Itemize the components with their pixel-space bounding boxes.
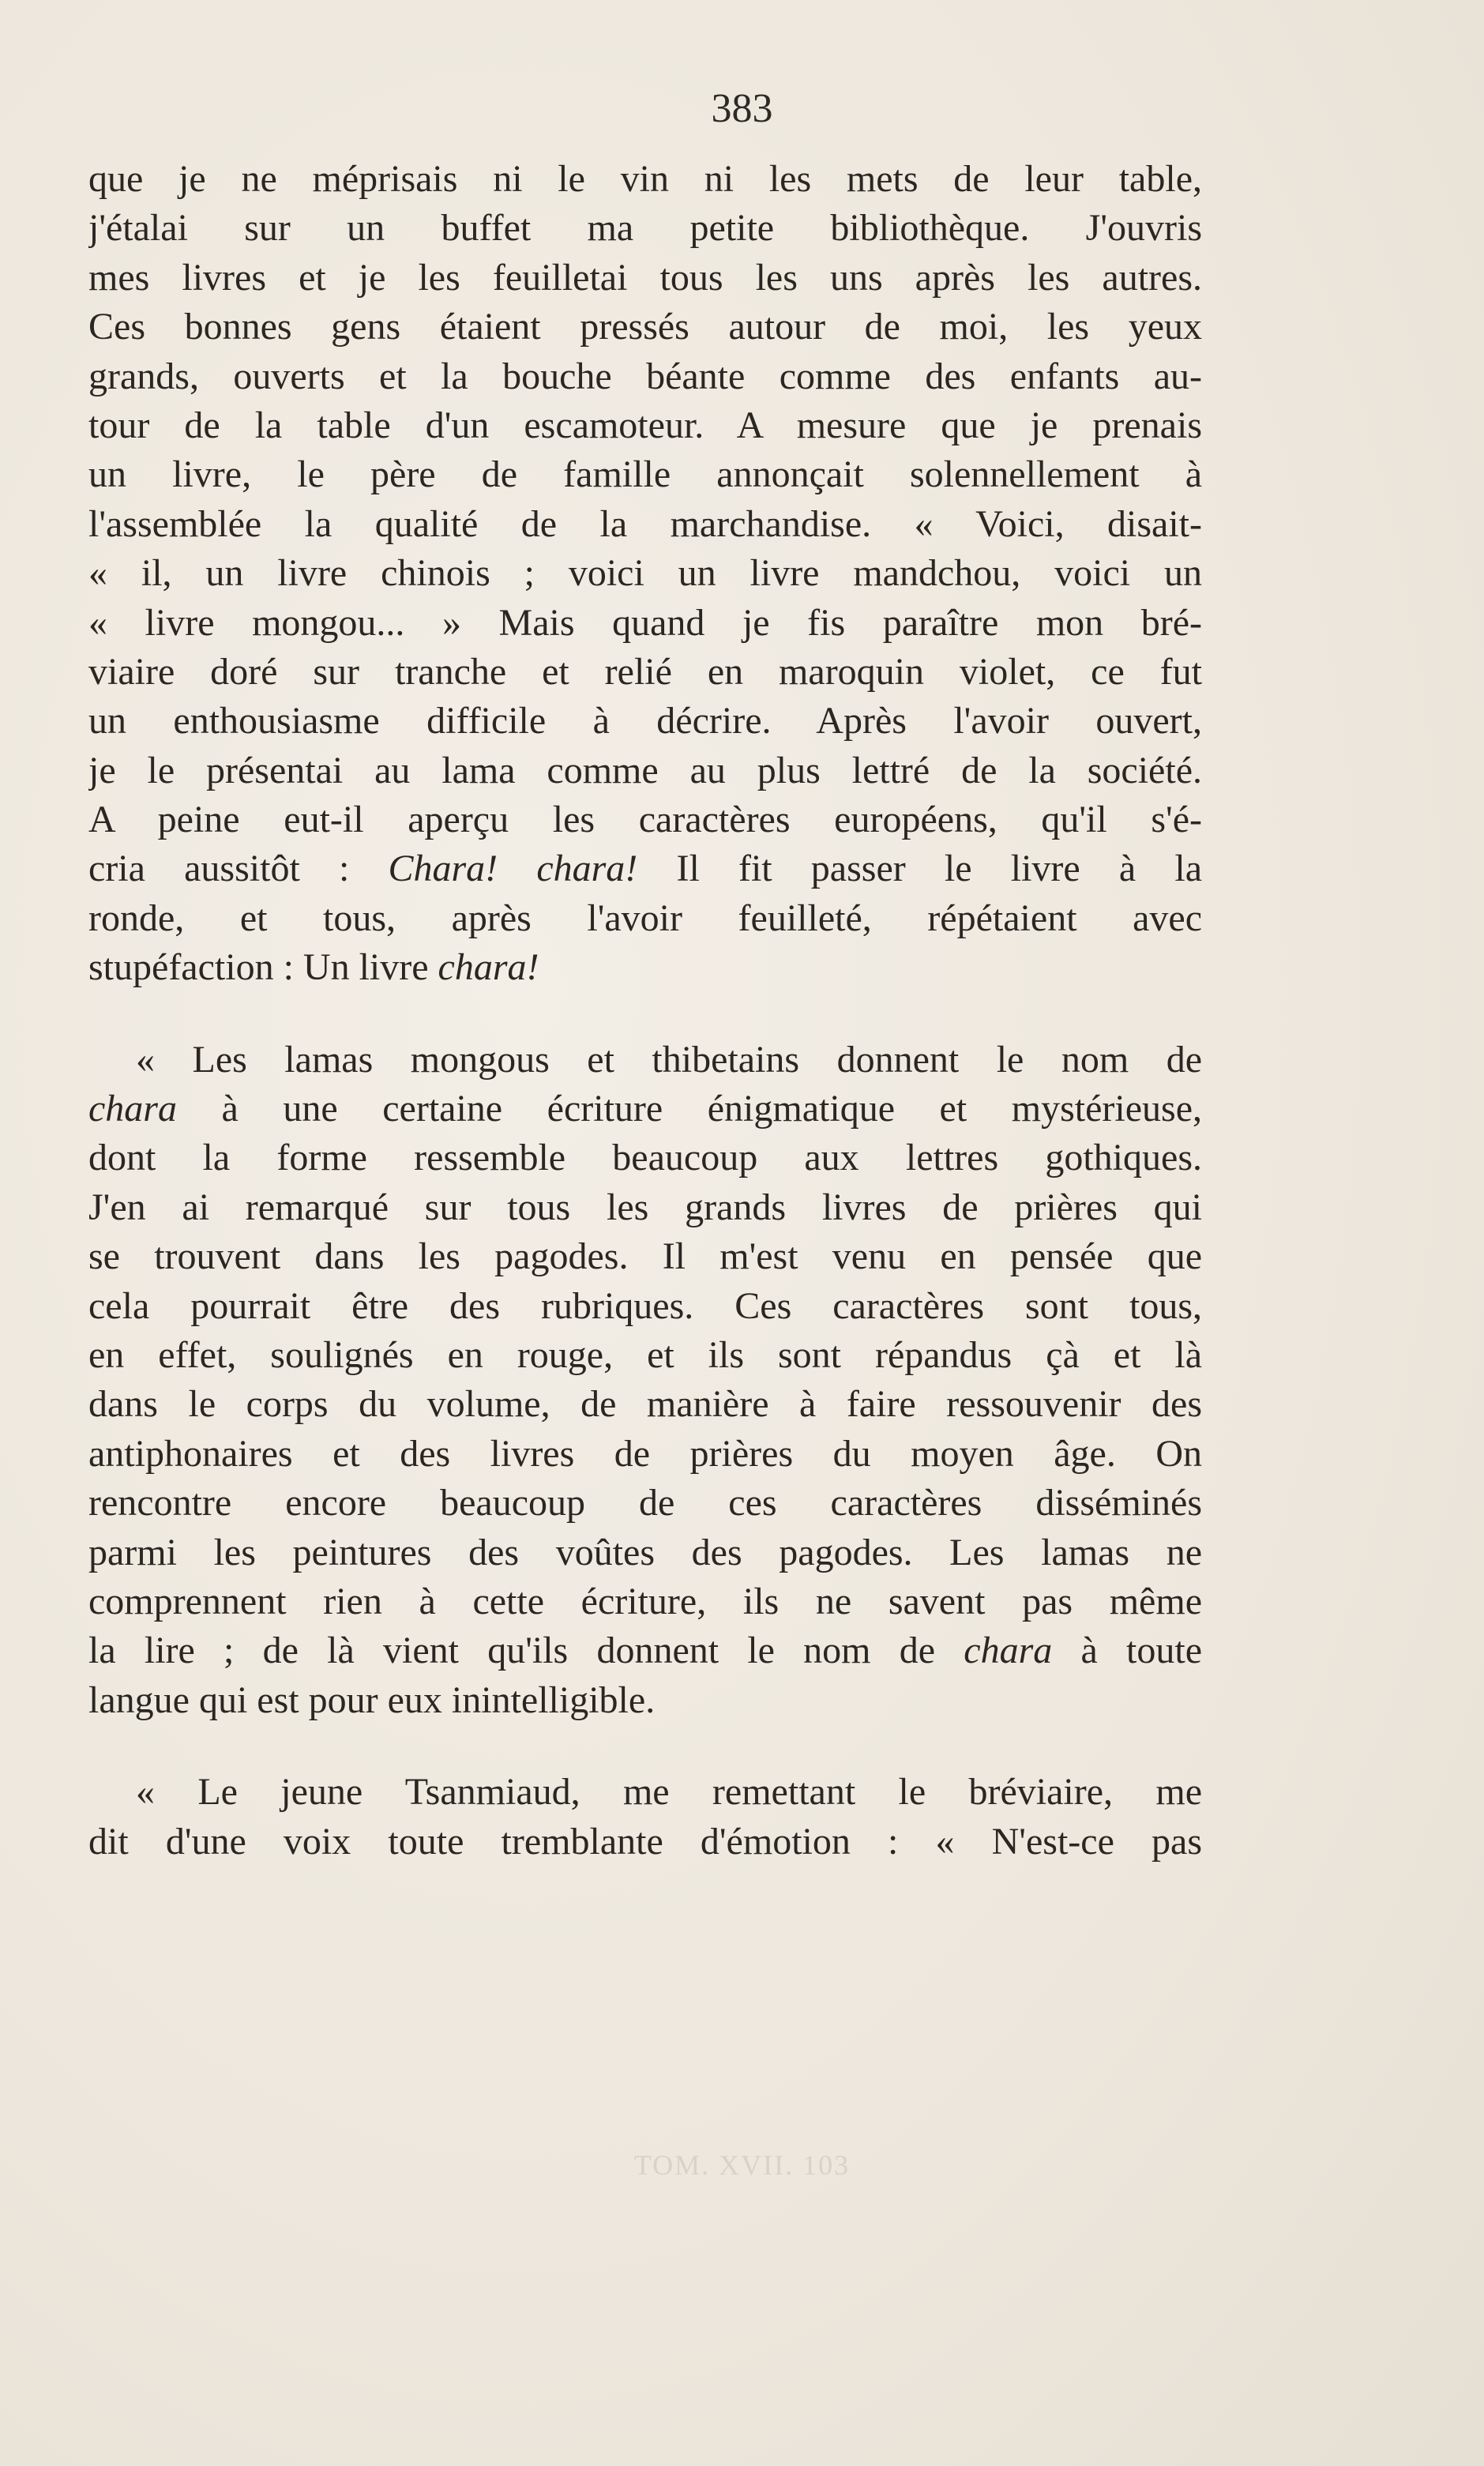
italic-term: chara	[88, 1088, 177, 1130]
text-line: dont la forme ressemble beaucoup aux lettres gothiques.	[88, 1137, 1202, 1179]
body-text	[88, 155, 1202, 1866]
text-line: un livre, le père de famille annonçait solennellement à	[88, 453, 1202, 496]
text-line: « livre mongou... » Mais quand je fis paraître mon bré-	[88, 601, 1202, 644]
page-number: 383	[711, 86, 773, 131]
text-line: A peine eut-il aperçu les caractères européens, qu'il s'é-	[88, 799, 1202, 841]
paragraph-1	[88, 155, 1202, 993]
italic-term: chara	[964, 1630, 1053, 1672]
text-segment: la lire ; de là vient qu'ils donnent le nom de	[88, 1630, 964, 1672]
text-line: je le présentai au lama comme au plus lettré de la société.	[88, 749, 1202, 791]
text-segment: cria aussitôt :	[88, 848, 389, 890]
text-line: rencontre encore beaucoup de ces caractères disséminés	[88, 1482, 1202, 1524]
text-line: en effet, soulignés en rouge, et ils sont répandus çà et là	[88, 1333, 1202, 1376]
text-line: grands, ouverts et la bouche béante comme des enfants au-	[88, 355, 1202, 397]
paragraph-3	[88, 1768, 1202, 1866]
text-segment: Il fit passer le livre à la	[637, 848, 1202, 890]
text-line: parmi les peintures des voûtes des pagodes. Les lamas ne	[88, 1531, 1202, 1573]
text-line: j'étalai sur un buffet ma petite bibliothèque. J'ouvris	[88, 207, 1202, 250]
paragraph-gap	[88, 993, 1202, 1036]
text-line: ronde, et tous, après l'avoir feuilleté, répétaient avec	[88, 897, 1202, 939]
text-line: que je ne méprisais ni le vin ni les mets de leur table,	[88, 158, 1202, 200]
paragraph-gap	[88, 1725, 1202, 1768]
text-line: J'en ai remarqué sur tous les grands livres de prières qui	[88, 1186, 1202, 1228]
text-line: « Le jeune Tsanmiaud, me remettant le bréviaire, me	[136, 1771, 1202, 1814]
text-line: cela pourrait être des rubriques. Ces caractères sont tous,	[88, 1284, 1202, 1327]
text-line: comprennent rien à cette écriture, ils ne savent pas même	[88, 1580, 1202, 1622]
text-line: mes livres et je les feuilletai tous les uns après les autres.	[88, 256, 1202, 299]
text-line: « Les lamas mongous et thibetains donnent le nom de	[136, 1038, 1202, 1081]
text-segment: à toute	[1052, 1630, 1202, 1672]
page-footer-signature: TOM. XVII. 103	[633, 2149, 851, 2181]
text-line: dans le corps du volume, de manière à faire ressouvenir des	[88, 1383, 1202, 1426]
italic-term: Chara! chara!	[388, 848, 638, 890]
text-line: l'assemblée la qualité de la marchandise. « Voici, disait-	[88, 502, 1202, 545]
text-segment: à une certaine écriture énigmatique et mystérieuse,	[176, 1088, 1202, 1130]
text-line: antiphonaires et des livres de prières du moyen âge. On	[88, 1432, 1202, 1475]
text-line	[88, 1085, 1202, 1133]
text-line: se trouvent dans les pagodes. Il m'est venu en pensée que	[88, 1235, 1202, 1278]
text-line: dit d'une voix toute tremblante d'émotion : « N'est-ce pas	[88, 1820, 1202, 1863]
text-line: langue qui est pour eux inintelligible.	[88, 1678, 656, 1721]
text-line: Ces bonnes gens étaient pressés autour de moi, les yeux	[88, 306, 1202, 348]
text-line: tour de la table d'un escamoteur. A mesure que je prenais	[88, 404, 1202, 446]
text-line	[88, 844, 1202, 893]
text-line: viaire doré sur tranche et relié en maroquin violet, ce fut	[88, 650, 1202, 693]
text-line	[88, 1626, 1202, 1675]
text-segment: stupéfaction : Un livre	[88, 946, 438, 989]
text-line: « il, un livre chinois ; voici un livre mandchou, voici un	[88, 552, 1202, 595]
italic-term: chara!	[438, 946, 539, 989]
text-line: un enthousiasme difficile à décrire. Après l'avoir ouvert,	[88, 700, 1202, 742]
text-line	[88, 943, 1202, 992]
paragraph-2	[88, 1036, 1202, 1725]
